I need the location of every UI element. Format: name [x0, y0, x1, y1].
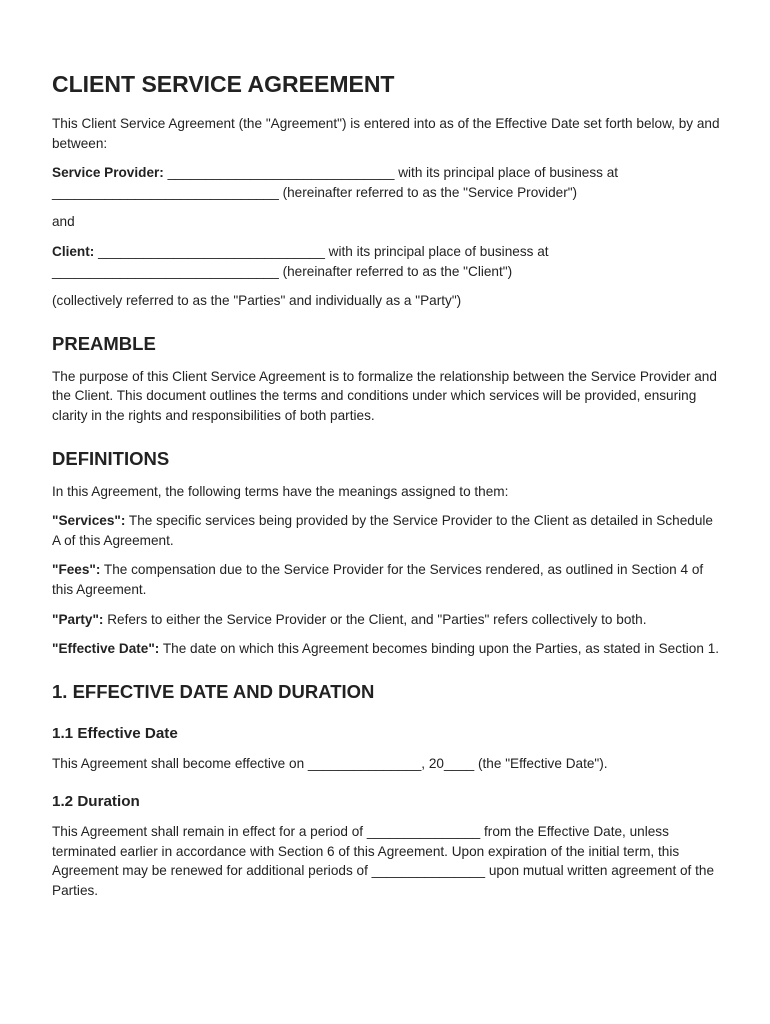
document-page: [52, 66, 724, 911]
service-provider-line-2: ______________________________ (hereinafter referred to as the "Service Provider"): [52, 184, 578, 200]
section-1-2-heading: 1.2 Duration: [52, 793, 140, 811]
section-1-1-text: This Agreement shall become effective on _______________, 20____ (the "Effective Date").: [52, 755, 608, 771]
preamble-text: The purpose of this Client Service Agreement is to formalize the relationship between the Service Provider and the Client. This document outlines the terms and conditions under which services will be provided, ensuring clarity in the rights and responsibilities of both parties.: [52, 368, 717, 423]
client-line-1-text: ______________________________ with its principal place of business at: [94, 243, 549, 259]
preamble-heading: PREAMBLE: [52, 332, 156, 354]
definition-text: The date on which this Agreement becomes binding upon the Parties, as stated in Section 1.: [159, 641, 720, 657]
definitions-intro: In this Agreement, the following terms have the meanings assigned to them:: [52, 483, 509, 499]
definition-services: [52, 511, 724, 550]
section-1-1-heading: 1.1 Effective Date: [52, 724, 178, 742]
section-1-2-text: This Agreement shall remain in effect for a period of _______________ from the Effective Date, unless terminated earlier in accordance with Section 6 of this Agreement. Upon expiration of the initial term, this Agreement may be renewed for additional periods of _______________ upon mutual written agreement of the Parties.: [52, 824, 715, 899]
collective-reference: (collectively referred to as the "Parties" and individually as a "Party"): [52, 293, 462, 309]
definition-term: "Services":: [52, 513, 126, 529]
definition-term: "Fees":: [52, 562, 101, 578]
client-block: [52, 242, 724, 281]
definition-party: [52, 610, 724, 630]
definition-text: Refers to either the Service Provider or the Client, and "Parties" refers collectively to both.: [103, 611, 647, 627]
definition-fees: [52, 560, 724, 599]
definition-effective-date: [52, 639, 724, 659]
service-provider-label: Service Provider:: [52, 165, 164, 181]
definitions-heading: DEFINITIONS: [52, 447, 170, 469]
service-provider-line-1: [52, 163, 724, 183]
definition-text: The compensation due to the Service Provider for the Services rendered, as outlined in Section 4 of this Agreement.: [52, 562, 704, 597]
definition-term: "Effective Date":: [52, 641, 160, 657]
section-1-heading: 1. EFFECTIVE DATE AND DURATION: [52, 680, 375, 702]
and-text: and: [52, 214, 75, 230]
service-provider-line-1-text: ______________________________ with its principal place of business at: [163, 165, 619, 181]
definition-term: "Party":: [52, 611, 104, 627]
client-line-2: ______________________________ (hereinafter referred to as the "Client"): [52, 263, 513, 279]
service-provider-block: [52, 163, 724, 202]
client-line-1: [52, 242, 724, 262]
definition-text: The specific services being provided by the Service Provider to the Client as detailed in Schedule A of this Agreement.: [52, 513, 713, 548]
document-title: CLIENT SERVICE AGREEMENT: [52, 71, 395, 97]
client-label: Client:: [52, 243, 95, 259]
intro-paragraph: This Client Service Agreement (the "Agreement") is entered into as of the Effective Date set forth below, by and between:: [52, 116, 720, 151]
